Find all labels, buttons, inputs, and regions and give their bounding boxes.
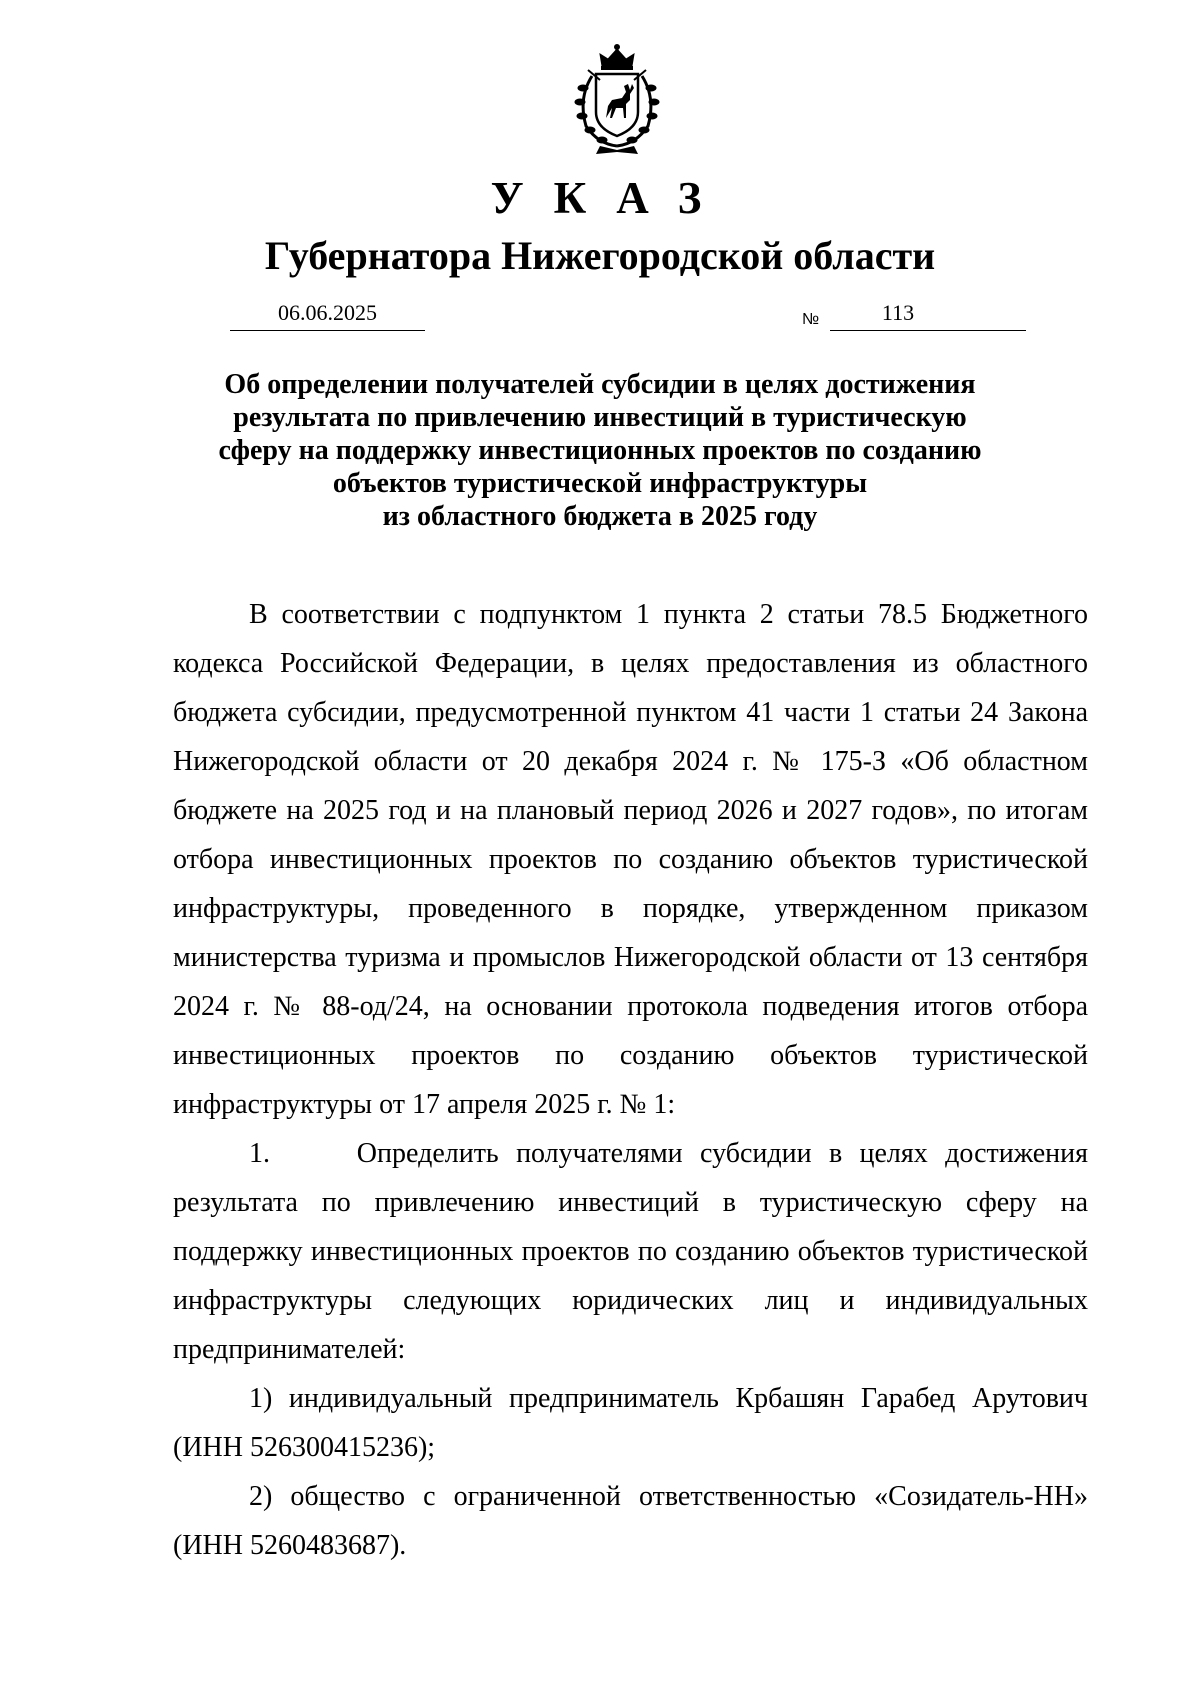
decree-title [180, 368, 1020, 533]
decree-body [173, 590, 1088, 1570]
preamble-paragraph: В соответствии с подпунктом 1 пункта 2 статьи 78.5 Бюджетного кодекса Российской Федерации, в целях предоставления из областного бюджета субсидии, предусмотренной пунктом 41 части 1 статьи 24 Закона Нижегородской области от 20 декабря 2024 г. № 175-З «Об областном бюджете на 2025 год и на плановый период 2026 и 2027 годов», по итогам отбора инвестиционных проектов по созданию объектов туристической инфраструктуры, проведенного в порядке, утвержденном приказом министерства туризма и промыслов Нижегородской области от 13 сентября 2024 г. № 88-од/24, на основании протокола подведения итогов отбора инвестиционных проектов по созданию объектов туристической инфраструктуры от 17 апреля 2025 г. № 1: [173, 599, 1088, 1120]
decree-date: 06.06.2025 [230, 298, 425, 331]
issuer-heading: Губернатора Нижегородской области [264, 233, 936, 278]
decree-number-field [830, 298, 1026, 331]
document-type-heading: УКАЗ [490, 173, 732, 223]
title-line: из областного бюджета в 2025 году [382, 501, 818, 532]
sub-item-2-paragraph: 2) общество с ограниченной ответственностью «Созидатель-НН» (ИНН 5260483687). [173, 1481, 1088, 1561]
title-line: Об определении получателей субсидии в целях достижения [224, 369, 976, 400]
nizhny-novgorod-coat-of-arms-icon [560, 40, 674, 158]
item-1-paragraph: 1. Определить получателями субсидии в целях достижения результата по привлечению инвестиций в туристическую сферу на поддержку инвестиционных проектов по созданию объектов туристической инфраструктуры следующих юридических лиц и индивидуальных предпринимателей: [173, 1138, 1088, 1365]
title-line: результата по привлечению инвестиций в туристическую [233, 402, 967, 433]
sub-item-1-paragraph: 1) индивидуальный предприниматель Крбашян Гарабед Арутович (ИНН 526300415236); [173, 1383, 1088, 1463]
number-sign: № [802, 311, 820, 328]
decree-number: 113 [881, 300, 915, 325]
title-line: объектов туристической инфраструктуры [332, 468, 868, 499]
title-line: сферу на поддержку инвестиционных проектов по созданию [218, 435, 982, 466]
